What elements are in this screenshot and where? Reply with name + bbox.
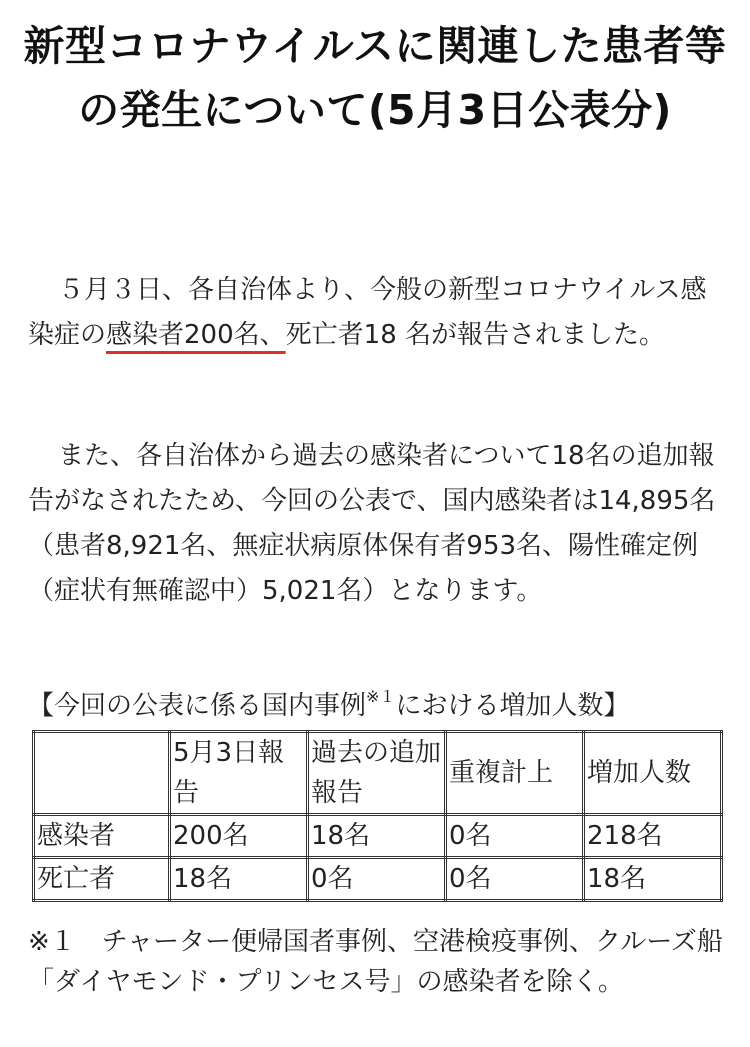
- header-cell-past-additional: 過去の追加報告: [308, 732, 446, 815]
- table-cell: 200名: [170, 815, 308, 858]
- table-header-row: [34, 732, 722, 815]
- header-cell-increase: 増加人数: [584, 732, 722, 815]
- table-cell: 0名: [446, 815, 584, 858]
- caption-text: 【今回の公表に係る国内事例: [28, 691, 367, 721]
- paragraph-text: 死亡者18 名が報告されました。: [285, 320, 666, 350]
- paragraph-text: また、各自治体から過去の感染者について18名の追加報告がなされたため、今回の公表で、国内感染者は14,895名（患者8,921名、無症状病原体保有者953名、陽性確定例（症状有無確認中）5,021名）となります。: [28, 441, 716, 606]
- table-cell: 18名: [308, 815, 446, 858]
- table-cell: 18名: [170, 858, 308, 901]
- header-cell-may3-report: 5月3日報告: [170, 732, 308, 815]
- paragraph-text: ５月３日、各自治体より、今般の新型コロナウイルス感染症の: [28, 275, 707, 350]
- footnote: ※１ チャーター便帰国者事例、空港検疫事例、クルーズ船「ダイヤモンド・プリンセス号」の感染者を除く。: [28, 927, 723, 997]
- table-cell: 218名: [584, 815, 722, 858]
- table-caption: [28, 686, 629, 726]
- header-cell-empty: [34, 732, 170, 815]
- table-cell: 18名: [584, 858, 722, 901]
- footnote-marker: ※１: [366, 687, 396, 706]
- table-cell: 0名: [446, 858, 584, 901]
- row-label-deaths: 死亡者: [34, 858, 170, 901]
- table-cell: 0名: [308, 858, 446, 901]
- row-label-infected: 感染者: [34, 815, 170, 858]
- header-cell-duplicate: 重複計上: [446, 732, 584, 815]
- table-row: [34, 858, 722, 901]
- page-title: 新型コロナウイルスに関連した患者等の発生について(5月3日公表分): [23, 22, 727, 134]
- table-row: [34, 815, 722, 858]
- announcement-paragraph: [28, 268, 728, 358]
- case-increase-table: [32, 730, 723, 902]
- additional-report-paragraph: [28, 434, 728, 614]
- caption-text: における増加人数】: [395, 691, 630, 721]
- highlighted-infected-count: 感染者200名、: [106, 320, 286, 350]
